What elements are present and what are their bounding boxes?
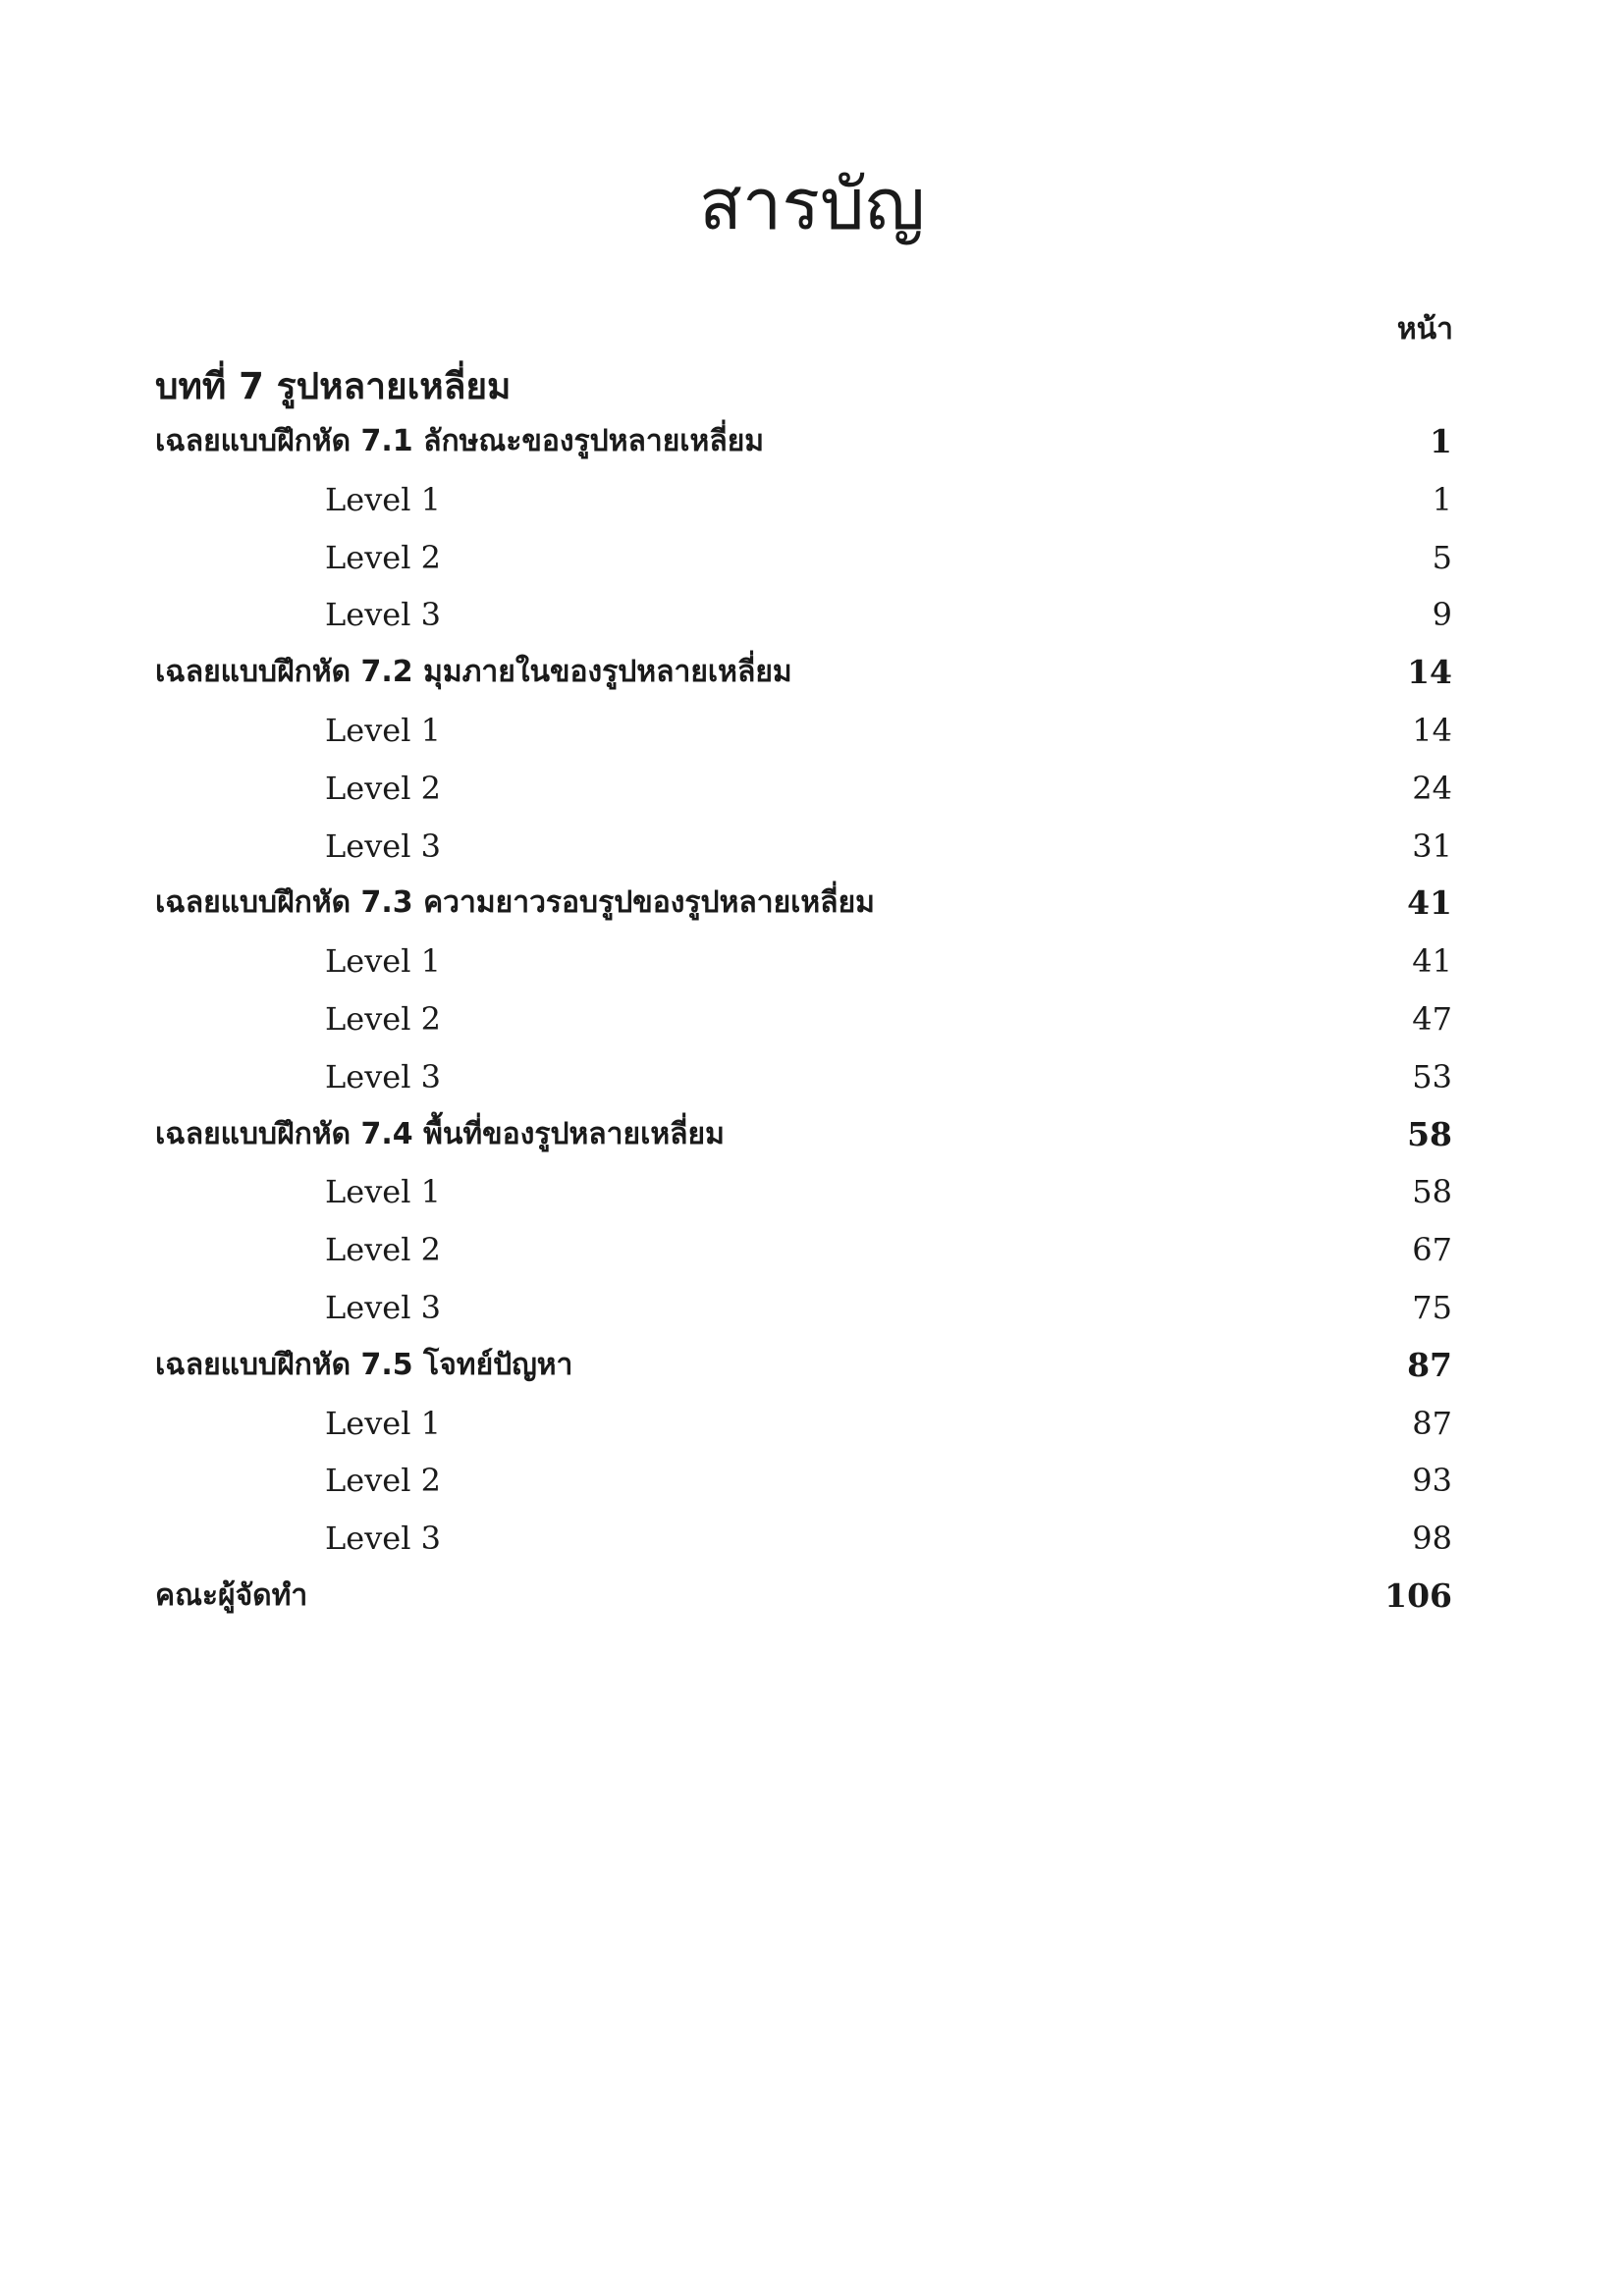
- toc-level-title: Level 3: [325, 1288, 441, 1326]
- toc-level-title: Level 2: [325, 769, 441, 807]
- toc-level-page-number: 9: [1432, 596, 1452, 634]
- toc-level-row[interactable]: [0, 1395, 1624, 1453]
- toc-section-page-number: 58: [1407, 1114, 1452, 1153]
- toc-section-row[interactable]: [0, 644, 1624, 702]
- toc-level-title: Level 1: [325, 711, 441, 749]
- toc-level-row[interactable]: [0, 990, 1624, 1048]
- toc-section-row[interactable]: [0, 413, 1624, 471]
- toc-level-page-number: 41: [1412, 942, 1452, 981]
- toc-level-title: Level 1: [325, 1173, 441, 1211]
- toc-level-page-number: 75: [1412, 1288, 1452, 1326]
- toc-level-page-number: 47: [1412, 999, 1452, 1038]
- toc-level-title: Level 3: [325, 1057, 441, 1095]
- page-title: สารบัญ: [698, 163, 926, 245]
- toc-level-title: Level 2: [325, 1231, 441, 1269]
- toc-level-row[interactable]: [0, 529, 1624, 587]
- toc-level-row[interactable]: [0, 1279, 1624, 1337]
- toc-level-row[interactable]: [0, 702, 1624, 760]
- chapter-heading: บทที่ 7 รูปหลายเหลี่ยม: [155, 365, 512, 407]
- toc-credits-page-number: 106: [1384, 1575, 1452, 1615]
- toc-level-row[interactable]: [0, 1048, 1624, 1106]
- toc-section-title: เฉลยแบบฝึกหัด 7.5 โจทย์ปัญหา: [155, 1347, 573, 1382]
- toc-level-title: Level 1: [325, 480, 441, 518]
- toc-level-page-number: 58: [1412, 1173, 1452, 1211]
- toc-level-page-number: 87: [1412, 1404, 1452, 1442]
- toc-level-row[interactable]: [0, 1510, 1624, 1568]
- toc-section-page-number: 1: [1430, 422, 1452, 460]
- toc-level-row[interactable]: [0, 1221, 1624, 1279]
- toc-credits-title: คณะผู้จัดทำ: [155, 1577, 308, 1613]
- toc-level-title: Level 2: [325, 1462, 441, 1500]
- toc-level-page-number: 1: [1432, 480, 1452, 518]
- toc-level-title: Level 2: [325, 999, 441, 1038]
- toc-level-row[interactable]: [0, 933, 1624, 990]
- toc-level-page-number: 31: [1412, 827, 1452, 865]
- toc-credits-row[interactable]: [0, 1568, 1624, 1626]
- toc-level-page-number: 67: [1412, 1231, 1452, 1269]
- table-of-contents: [0, 413, 1624, 1626]
- toc-section-title: เฉลยแบบฝึกหัด 7.3 ความยาวรอบรูปของรูปหลายเหลี่ยม: [155, 885, 875, 921]
- toc-level-row[interactable]: [0, 818, 1624, 876]
- page-column-header: หน้า: [1396, 312, 1453, 347]
- toc-section-page-number: 41: [1407, 883, 1452, 923]
- toc-level-row[interactable]: [0, 1163, 1624, 1221]
- toc-section-row[interactable]: [0, 875, 1624, 933]
- toc-section-title: เฉลยแบบฝึกหัด 7.1 ลักษณะของรูปหลายเหลี่ยม: [155, 424, 765, 458]
- toc-level-page-number: 14: [1412, 711, 1452, 749]
- toc-level-title: Level 2: [325, 538, 441, 576]
- toc-level-row[interactable]: [0, 760, 1624, 818]
- toc-section-row[interactable]: [0, 1337, 1624, 1395]
- toc-level-row[interactable]: [0, 471, 1624, 529]
- toc-level-title: Level 1: [325, 942, 441, 981]
- toc-section-title: เฉลยแบบฝึกหัด 7.2 มุมภายในของรูปหลายเหลี่ยม: [155, 655, 792, 690]
- toc-level-page-number: 24: [1412, 769, 1452, 807]
- toc-section-title: เฉลยแบบฝึกหัด 7.4 พื้นที่ของรูปหลายเหลี่ยม: [155, 1116, 725, 1151]
- toc-level-page-number: 5: [1432, 538, 1452, 576]
- toc-level-page-number: 93: [1412, 1462, 1452, 1500]
- toc-level-title: Level 1: [325, 1404, 441, 1442]
- toc-level-title: Level 3: [325, 596, 441, 634]
- toc-section-row[interactable]: [0, 1106, 1624, 1164]
- toc-level-title: Level 3: [325, 827, 441, 865]
- toc-section-page-number: 14: [1407, 653, 1452, 692]
- toc-level-page-number: 53: [1412, 1057, 1452, 1095]
- toc-level-row[interactable]: [0, 1452, 1624, 1510]
- toc-level-title: Level 3: [325, 1520, 441, 1558]
- toc-section-page-number: 87: [1407, 1345, 1452, 1384]
- toc-level-row[interactable]: [0, 586, 1624, 644]
- toc-level-page-number: 98: [1412, 1520, 1452, 1558]
